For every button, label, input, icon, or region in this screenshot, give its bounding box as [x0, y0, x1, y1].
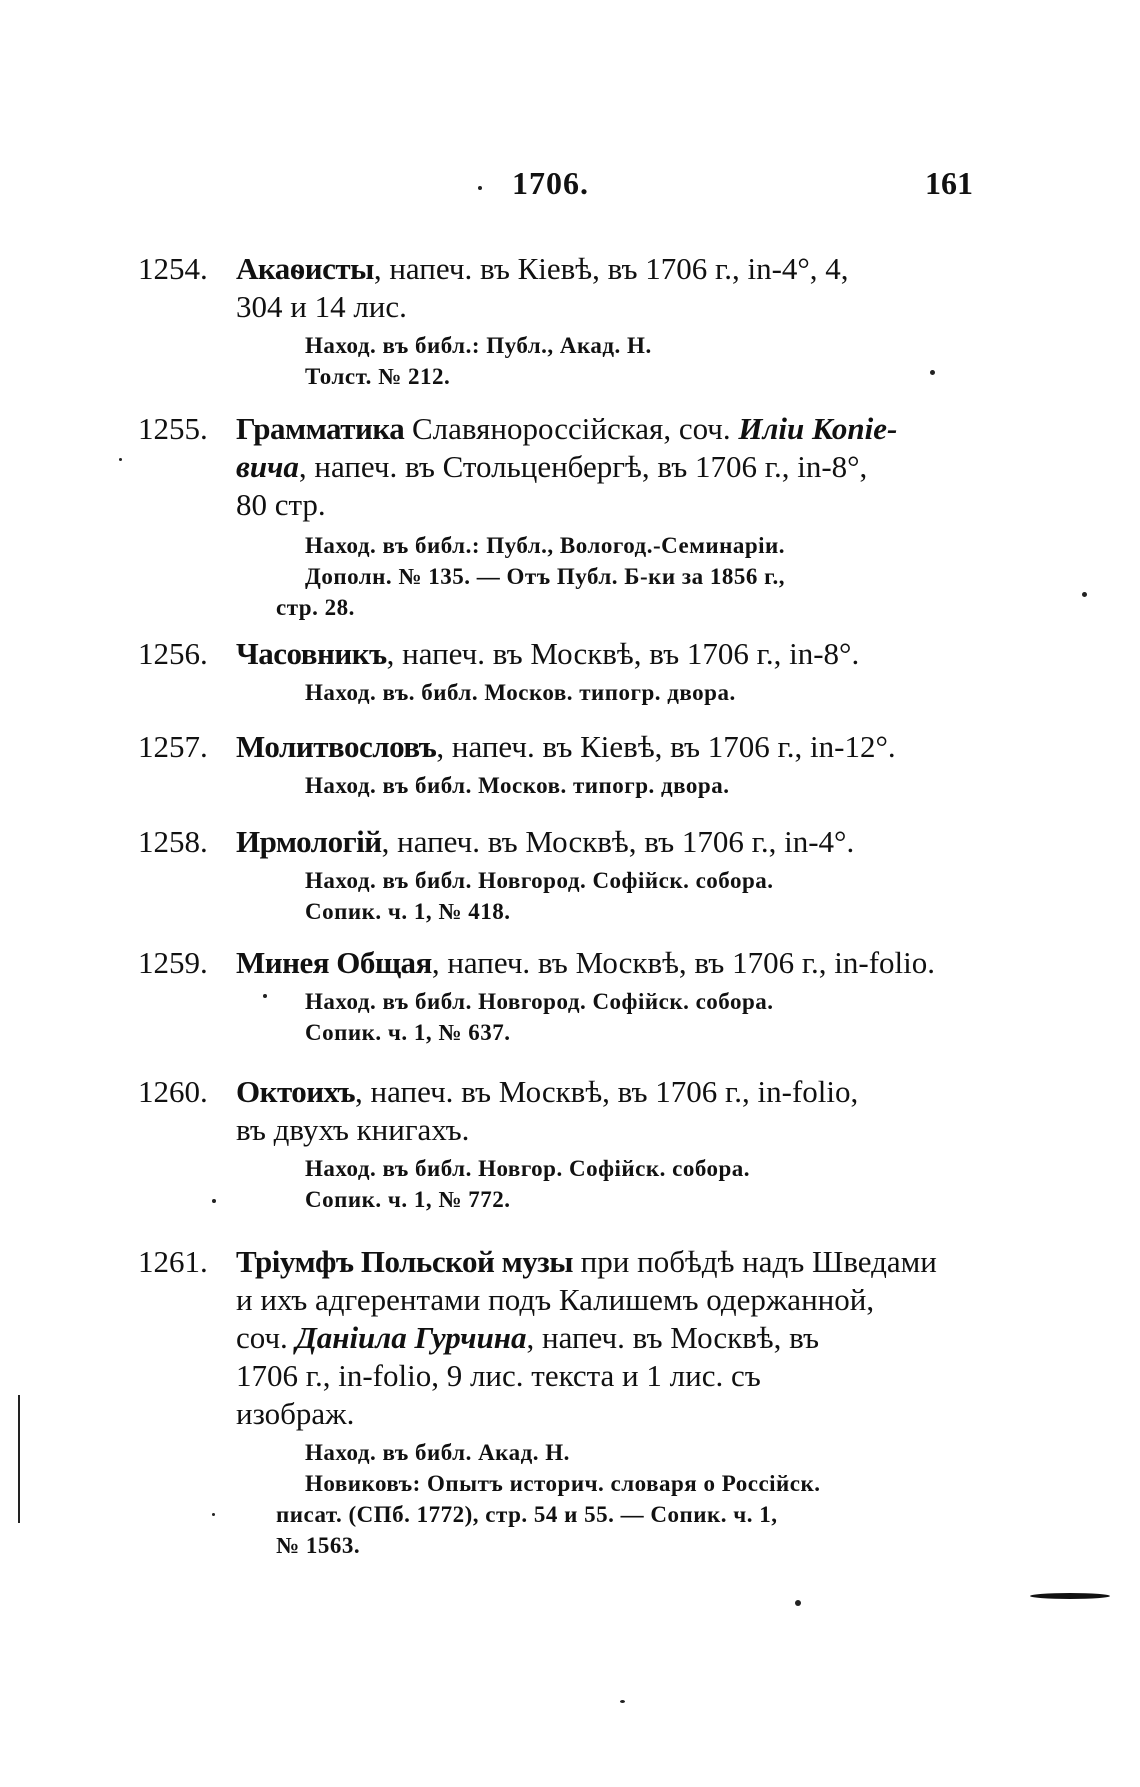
entry-continuation: 1706 г., in-folio, 9 лис. текста и 1 лис. съ — [236, 1358, 761, 1393]
entry-number: 1256. — [138, 636, 208, 671]
entry-continuation: и ихъ адгерентами подъ Калишемъ одержанной, — [236, 1282, 875, 1317]
entry-note: Толст. № 212. — [305, 364, 451, 389]
entry-title: Грамматика — [236, 411, 405, 446]
entry-first-line — [236, 728, 896, 766]
scan-edge-line — [18, 1395, 20, 1523]
entry-note: Сопик. ч. 1, № 637. — [305, 1020, 511, 1045]
entry-title: Акаѳисты — [236, 251, 374, 286]
print-speck — [620, 1700, 625, 1703]
entry-continuation — [236, 448, 867, 486]
entry-number: 1259. — [138, 945, 208, 980]
print-speck — [212, 1513, 215, 1516]
entry-number: 1260. — [138, 1074, 208, 1109]
entry-note: Новиковъ: Опытъ историч. словаря о Россійск. — [305, 1471, 821, 1496]
entry-title: Молитвословъ — [236, 729, 437, 764]
entry-note: Наход. въ библ. Новгор. Софійск. собора. — [305, 1156, 751, 1181]
print-speck — [930, 370, 935, 375]
running-head-year: 1706. — [512, 165, 589, 201]
entry-number: 1254. — [138, 251, 208, 286]
print-speck — [1082, 592, 1087, 597]
entry-first-line — [236, 410, 897, 448]
entry-note: № 1563. — [276, 1533, 361, 1558]
entry-note: Наход. въ библ. Новгород. Софійск. собора. — [305, 989, 774, 1014]
print-speck — [263, 994, 267, 998]
entry-continuation: въ двухъ книгахъ. — [236, 1112, 470, 1147]
entry-author: Иліи Копіе- — [738, 411, 898, 446]
entry-note: Сопик. ч. 1, № 418. — [305, 899, 511, 924]
entry-imprint: , напеч. въ Кіевѣ, въ 1706 г., in-12°. — [436, 729, 896, 764]
print-speck — [795, 1600, 801, 1606]
running-head — [0, 165, 1140, 205]
entry-number: 1257. — [138, 729, 208, 764]
entry-note: Наход. въ библ. Акад. Н. — [305, 1440, 570, 1465]
entry-first-line — [236, 823, 854, 861]
entry-author: Даніила Гурчина — [295, 1320, 527, 1355]
entry-number: 1255. — [138, 411, 208, 446]
entry-note: Сопик. ч. 1, № 772. — [305, 1187, 511, 1212]
entry-note: Наход. въ библ.: Публ., Акад. Н. — [305, 333, 652, 358]
entry-text: Славянороссійская, соч. — [404, 411, 731, 446]
entry-note: стр. 28. — [276, 595, 355, 620]
entry-continuation: изображ. — [236, 1396, 355, 1431]
page-number: 161 — [925, 165, 973, 201]
entry-note: Наход. въ библ.: Публ., Вологод.-Семинаріи. — [305, 533, 786, 558]
entry-note: Дополн. № 135. — Отъ Публ. Б-ки за 1856 г., — [305, 564, 786, 589]
entry-title: Часовникъ — [236, 636, 387, 671]
entry-imprint: , напеч. въ Стольценбергѣ, въ 1706 г., in-8°, — [298, 449, 868, 484]
entry-note: Наход. въ. библ. Москов. типогр. двора. — [305, 680, 736, 705]
entry-title: Минея Общая — [236, 945, 432, 980]
entry-imprint: , напеч. въ Москвѣ, въ — [526, 1320, 820, 1355]
entry-continuation: 304 и 14 лис. — [236, 289, 407, 324]
print-speck — [478, 186, 482, 190]
entry-imprint: , напеч. въ Москвѣ, въ 1706 г., in-folio, — [355, 1074, 859, 1109]
entry-continuation: 80 стр. — [236, 487, 326, 522]
entry-first-line — [236, 1243, 937, 1281]
entry-text: при побѣдѣ надъ Шведами — [572, 1244, 937, 1279]
entry-imprint: , напеч. въ Москвѣ, въ 1706 г., in-folio. — [431, 945, 936, 980]
entry-imprint: , напеч. въ Кіевѣ, въ 1706 г., in-4°, 4, — [373, 251, 849, 286]
entry-number: 1261. — [138, 1244, 208, 1279]
entry-note: писат. (СПб. 1772), стр. 54 и 55. — Сопик. ч. 1, — [276, 1502, 778, 1527]
entry-first-line — [236, 1073, 858, 1111]
entry-number: 1258. — [138, 824, 208, 859]
entry-title: Ирмологій — [236, 824, 382, 859]
entry-note: Наход. въ библ. Новгород. Софійск. собора. — [305, 868, 774, 893]
entry-author: вича — [236, 449, 299, 484]
rule-mark — [1030, 1593, 1110, 1599]
entry-first-line — [236, 250, 849, 288]
entry-imprint: , напеч. въ Москвѣ, въ 1706 г., in-4°. — [381, 824, 855, 859]
entry-first-line — [236, 635, 859, 673]
entry-title: Октоихъ — [236, 1074, 356, 1109]
entry-imprint: , напеч. въ Москвѣ, въ 1706 г., in-8°. — [386, 636, 860, 671]
entry-first-line — [236, 944, 935, 982]
entry-title: Тріумфъ Польской музы — [236, 1244, 573, 1279]
print-speck — [212, 1199, 216, 1203]
print-speck — [119, 458, 122, 461]
entry-text: соч. — [236, 1320, 288, 1355]
entry-note: Наход. въ библ. Москов. типогр. двора. — [305, 773, 730, 798]
entry-continuation — [236, 1319, 819, 1357]
